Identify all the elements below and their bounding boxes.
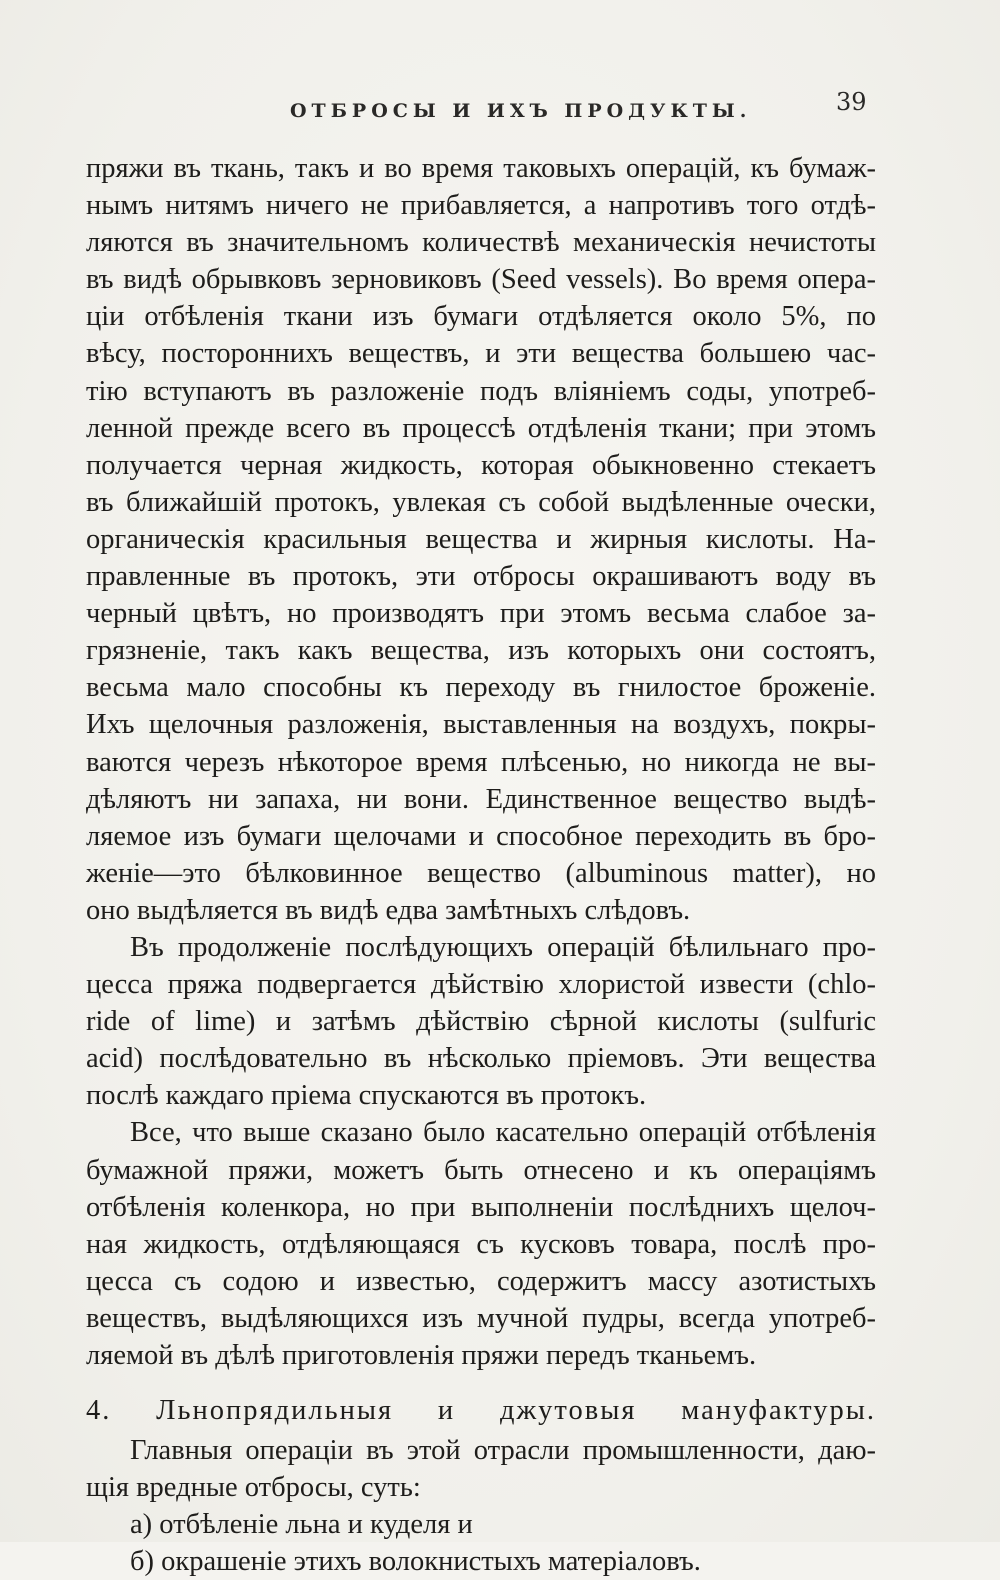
paragraph-4 <box>86 1432 876 1580</box>
text-line: Въ продолженіе послѣдующихъ операцій бѣлильнаго про- <box>130 931 876 963</box>
text-line: послѣ каждаго пріема спускаются въ протокъ. <box>86 1080 647 1112</box>
text-line: бумажной пряжи, можетъ быть отнесено и къ операціямъ <box>86 1154 876 1186</box>
text-line: вѣсу, постороннихъ веществъ, и эти вещества большею час- <box>86 338 876 370</box>
text-line: acid) послѣдовательно въ нѣсколько пріемовъ. Эти вещества <box>86 1043 876 1075</box>
text-line: ride of lime) и затѣмъ дѣйствію сѣрной кислоты (sulfuric <box>86 1006 876 1038</box>
text-line: ленной прежде всего въ процессѣ отдѣленія ткани; при этомъ <box>86 412 876 444</box>
text-line: правленные въ протокъ, эти отбросы окрашиваютъ воду въ <box>86 561 876 593</box>
text-line: получается черная жидкость, которая обыкновенно стекаетъ <box>86 449 876 481</box>
text-line: ная жидкость, отдѣляющаяся съ кусковъ товара, послѣ про- <box>86 1228 876 1260</box>
text-line: въ ближайшій протокъ, увлекая съ собой выдѣленные очески, <box>86 486 876 518</box>
body-text <box>86 150 876 1580</box>
section-heading: 4. Льнопрядильныя и джутовыя мануфактуры. <box>86 1395 876 1427</box>
text-line: веществъ, выдѣляющихся изъ мучной пудры, всегда употреб- <box>86 1302 876 1334</box>
page-number: 39 <box>836 88 867 116</box>
text-line: дѣляютъ ни запаха, ни вони. Единственное вещество выдѣ- <box>86 783 876 815</box>
text-line: ляемой въ дѣлѣ приготовленія пряжи передъ тканьемъ. <box>86 1340 757 1371</box>
text-line: цесса съ содою и известью, содержитъ массу азотистыхъ <box>86 1265 876 1297</box>
paragraph-3 <box>86 1114 876 1374</box>
text-line: щія вредные отбросы, суть: <box>86 1472 421 1504</box>
list-item: а) отбѣленіе льна и куделя и <box>130 1509 473 1541</box>
text-line: Все, что выше сказано было касательно операцій отбѣленія <box>130 1117 876 1149</box>
text-line: Главныя операціи въ этой отрасли промышленности, даю- <box>130 1435 876 1467</box>
text-line: пряжи въ ткань, такъ и во время таковыхъ операцій, къ бумаж- <box>86 153 876 184</box>
running-title: ОТБРОСЫ И ИХЪ ПРОДУКТЫ. <box>290 100 752 122</box>
list-item: б) окрашеніе этихъ волокнистыхъ матеріаловъ. <box>130 1546 701 1578</box>
text-line: весьма мало способны къ переходу въ гнилостое броженіе. <box>86 672 876 704</box>
text-line: женіе—это бѣлковинное вещество (albuminous matter), но <box>86 857 876 889</box>
text-line: тію вступаютъ въ разложеніе подъ вліяніемъ соды, употреб- <box>86 375 876 407</box>
text-line: отбѣленія коленкора, но при выполненіи послѣднихъ щелоч- <box>86 1191 876 1223</box>
text-line: ляются въ значительномъ количествѣ механическія нечистоты <box>86 227 876 259</box>
text-line: въ видѣ обрывковъ зерновиковъ (Seed vessels). Во время опера- <box>86 264 876 296</box>
text-line: ціи отбѣленія ткани изъ бумаги отдѣляется около 5%, по <box>86 301 876 333</box>
text-line: оно выдѣляется въ видѣ едва замѣтныхъ слѣдовъ. <box>86 894 691 926</box>
text-line: грязненіе, такъ какъ вещества, изъ которыхъ они состоятъ, <box>86 635 876 667</box>
text-line: ваются черезъ нѣкоторое время плѣсенью, но никогда не вы- <box>86 746 876 778</box>
text-line: ляемое изъ бумаги щелочами и способное переходить въ бро- <box>86 820 876 852</box>
text-line: цесса пряжа подвергается дѣйствію хлористой извести (chlo- <box>86 969 876 1001</box>
text-line: Ихъ щелочныя разложенія, выставленныя на воздухъ, покры- <box>86 709 876 741</box>
text-line: нымъ нитямъ ничего не прибавляется, а напротивъ того отдѣ- <box>86 190 876 222</box>
text-line: черный цвѣтъ, но производятъ при этомъ весьма слабое за- <box>86 598 876 630</box>
paragraph-1 <box>86 150 876 929</box>
text-line: органическія красильныя вещества и жирныя кислоты. На- <box>86 523 876 555</box>
paragraph-2 <box>86 929 876 1114</box>
